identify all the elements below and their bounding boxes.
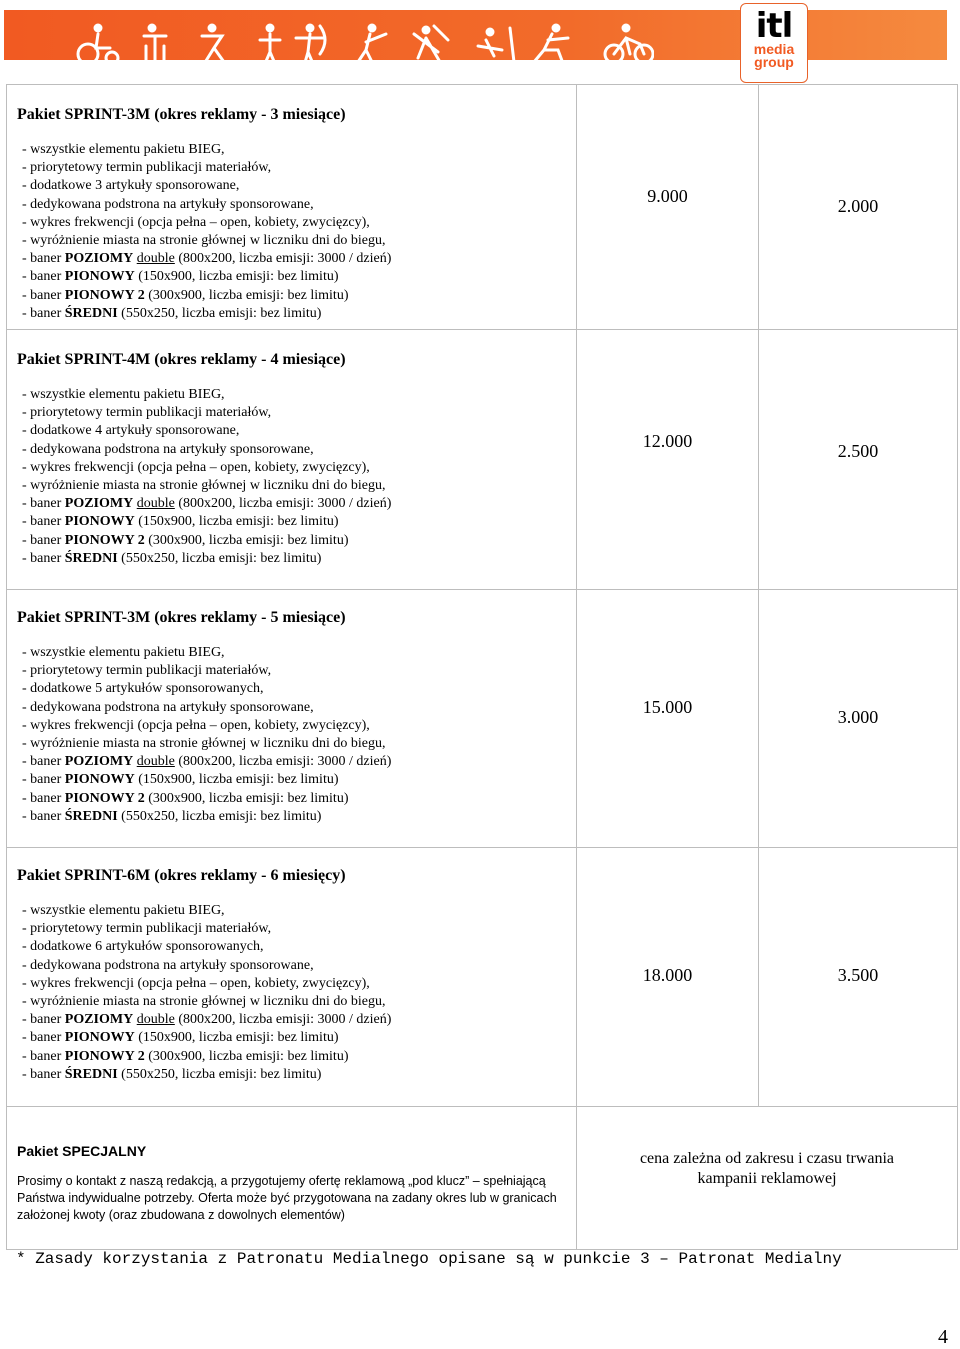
package-feature: - priorytetowy termin publikacji materiałów, <box>22 405 272 421</box>
package-extra-price-cell <box>759 85 958 330</box>
package-feature: - wyróżnienie miasta na stronie głównej w liczniku dni do biegu, <box>22 994 386 1010</box>
package-feature: - priorytetowy termin publikacji materiałów, <box>22 663 272 679</box>
banner-pionowy-2: - baner PIONOWY 2 (300x900, liczba emisji: bez limitu) <box>22 790 349 806</box>
package-feature: - priorytetowy termin publikacji materiałów, <box>22 160 272 176</box>
package-extra-price: 3.000 <box>837 707 879 727</box>
package-price-cell <box>577 330 759 590</box>
packages-table <box>6 84 958 1250</box>
package-extra-price: 2.500 <box>837 441 879 461</box>
package-feature: - wykres frekwencji (opcja pełna – open, kobiety, zwycięzcy), <box>22 214 370 230</box>
banner-poziomy: - baner POZIOMY double (800x200, liczba emisji: 3000 / dzień) <box>22 754 392 770</box>
package-title: Pakiet SPRINT-3M (okres reklamy - 3 miesiące) <box>17 106 346 123</box>
package-feature-list <box>17 902 568 1084</box>
banner-sredni: - baner ŚREDNI (550x250, liczba emisji: bez limitu) <box>22 1066 322 1082</box>
package-price: 15.000 <box>642 697 693 717</box>
package-row <box>7 848 958 1107</box>
package-extra-price: 2.000 <box>837 196 879 216</box>
package-title: Pakiet SPRINT-3M (okres reklamy - 5 miesiące) <box>17 609 346 626</box>
package-feature: - dodatkowe 3 artykuły sponsorowane, <box>22 178 240 194</box>
package-feature: - wszystkie elementu pakietu BIEG, <box>22 903 225 918</box>
logo-sub-group: group <box>754 54 794 70</box>
banner-pionowy-2: - baner PIONOWY 2 (300x900, liczba emisji: bez limitu) <box>22 532 349 548</box>
package-description-cell <box>7 590 577 848</box>
package-feature: - wyróżnienie miasta na stronie głównej w liczniku dni do biegu, <box>22 233 386 249</box>
package-title: Pakiet SPRINT-6M (okres reklamy - 6 miesięcy) <box>17 867 346 884</box>
package-extra-price-cell <box>759 330 958 590</box>
package-price-cell <box>577 848 759 1107</box>
package-price-cell <box>577 590 759 848</box>
package-feature: - dodatkowe 4 artykuły sponsorowane, <box>22 423 240 439</box>
banner-pionowy-2: - baner PIONOWY 2 (300x900, liczba emisji: bez limitu) <box>22 1048 349 1064</box>
package-feature: - dedykowana podstrona na artykuły sponsorowane, <box>22 957 314 973</box>
banner-poziomy: - baner POZIOMY double (800x200, liczba emisji: 3000 / dzień) <box>22 1012 392 1028</box>
package-feature: - dodatkowe 5 artykułów sponsorowanych, <box>22 681 264 697</box>
package-feature: - priorytetowy termin publikacji materiałów, <box>22 921 272 937</box>
package-extra-price-cell <box>759 590 958 848</box>
package-feature-list <box>17 141 568 323</box>
sports-pictograms-icon <box>74 22 654 68</box>
package-feature: - wyróżnienie miasta na stronie głównej w liczniku dni do biegu, <box>22 736 386 752</box>
package-feature: - wyróżnienie miasta na stronie głównej w liczniku dni do biegu, <box>22 478 386 494</box>
package-price: 9.000 <box>647 186 688 206</box>
package-feature: - dedykowana podstrona na artykuły sponsorowane, <box>22 441 314 457</box>
banner-pionowy: - baner PIONOWY (150x900, liczba emisji: bez limitu) <box>22 772 339 788</box>
package-description-cell <box>7 848 577 1107</box>
package-feature: - dedykowana podstrona na artykuły sponsorowane, <box>22 196 314 212</box>
package-feature: - wykres frekwencji (opcja pełna – open, kobiety, zwycięzcy), <box>22 717 370 733</box>
itl-media-group-logo <box>740 3 808 83</box>
banner-sredni: - baner ŚREDNI (550x250, liczba emisji: bez limitu) <box>22 550 322 566</box>
package-feature: - wszystkie elementu pakietu BIEG, <box>22 142 225 157</box>
special-title: Pakiet SPECJALNY <box>17 1143 147 1159</box>
package-row <box>7 330 958 590</box>
package-description-cell <box>7 85 577 330</box>
package-feature: - wszystkie elementu pakietu BIEG, <box>22 645 225 660</box>
package-row <box>7 590 958 848</box>
package-feature-list <box>17 644 568 826</box>
special-package-row <box>7 1107 958 1250</box>
footnote: * Zasady korzystania z Patronatu Medialnego opisane są w punkcie 3 – Patronat Medialny <box>16 1250 842 1268</box>
package-feature: - dedykowana podstrona na artykuły sponsorowane, <box>22 699 314 715</box>
package-description-cell <box>7 330 577 590</box>
banner-pionowy: - baner PIONOWY (150x900, liczba emisji: bez limitu) <box>22 269 339 285</box>
package-feature: - dodatkowe 6 artykułów sponsorowanych, <box>22 939 264 955</box>
package-feature-list <box>17 386 568 568</box>
special-price-cell <box>577 1107 958 1250</box>
special-text: Prosimy o kontakt z naszą redakcją, a przygotujemy ofertę reklamową „pod klucz” – spełniającą Państwa indywidualne potrzeby. Oferta może być przygotowana na zadany okres lub w granicach założonej kwoty (oraz zbudowana z dowolnych elementów) <box>17 1174 557 1222</box>
package-feature: - wszystkie elementu pakietu BIEG, <box>22 387 225 402</box>
banner-poziomy: - baner POZIOMY double (800x200, liczba emisji: 3000 / dzień) <box>22 496 392 512</box>
banner-pionowy: - baner PIONOWY (150x900, liczba emisji: bez limitu) <box>22 514 339 530</box>
banner-sredni: - baner ŚREDNI (550x250, liczba emisji: bez limitu) <box>22 808 322 824</box>
banner-poziomy: - baner POZIOMY double (800x200, liczba emisji: 3000 / dzień) <box>22 251 392 267</box>
package-row <box>7 85 958 330</box>
page-number: 4 <box>938 1326 948 1348</box>
package-feature: - wykres frekwencji (opcja pełna – open, kobiety, zwycięzcy), <box>22 459 370 475</box>
package-extra-price-cell <box>759 848 958 1107</box>
logo-main-text: itl <box>755 6 793 46</box>
package-feature: - wykres frekwencji (opcja pełna – open, kobiety, zwycięzcy), <box>22 975 370 991</box>
package-title: Pakiet SPRINT-4M (okres reklamy - 4 miesiące) <box>17 351 346 368</box>
banner-pionowy: - baner PIONOWY (150x900, liczba emisji: bez limitu) <box>22 1030 339 1046</box>
logo-sub-media: media <box>753 41 795 57</box>
special-description-cell <box>7 1107 577 1250</box>
banner-pionowy-2: - baner PIONOWY 2 (300x900, liczba emisji: bez limitu) <box>22 287 349 303</box>
package-price-cell <box>577 85 759 330</box>
package-price: 18.000 <box>642 965 693 985</box>
package-extra-price: 3.500 <box>837 965 879 985</box>
special-price: cena zależna od zakresu i czasu trwania kampanii reklamowej <box>639 1150 895 1187</box>
package-price: 12.000 <box>642 431 693 451</box>
banner-sredni: - baner ŚREDNI (550x250, liczba emisji: bez limitu) <box>22 305 322 321</box>
